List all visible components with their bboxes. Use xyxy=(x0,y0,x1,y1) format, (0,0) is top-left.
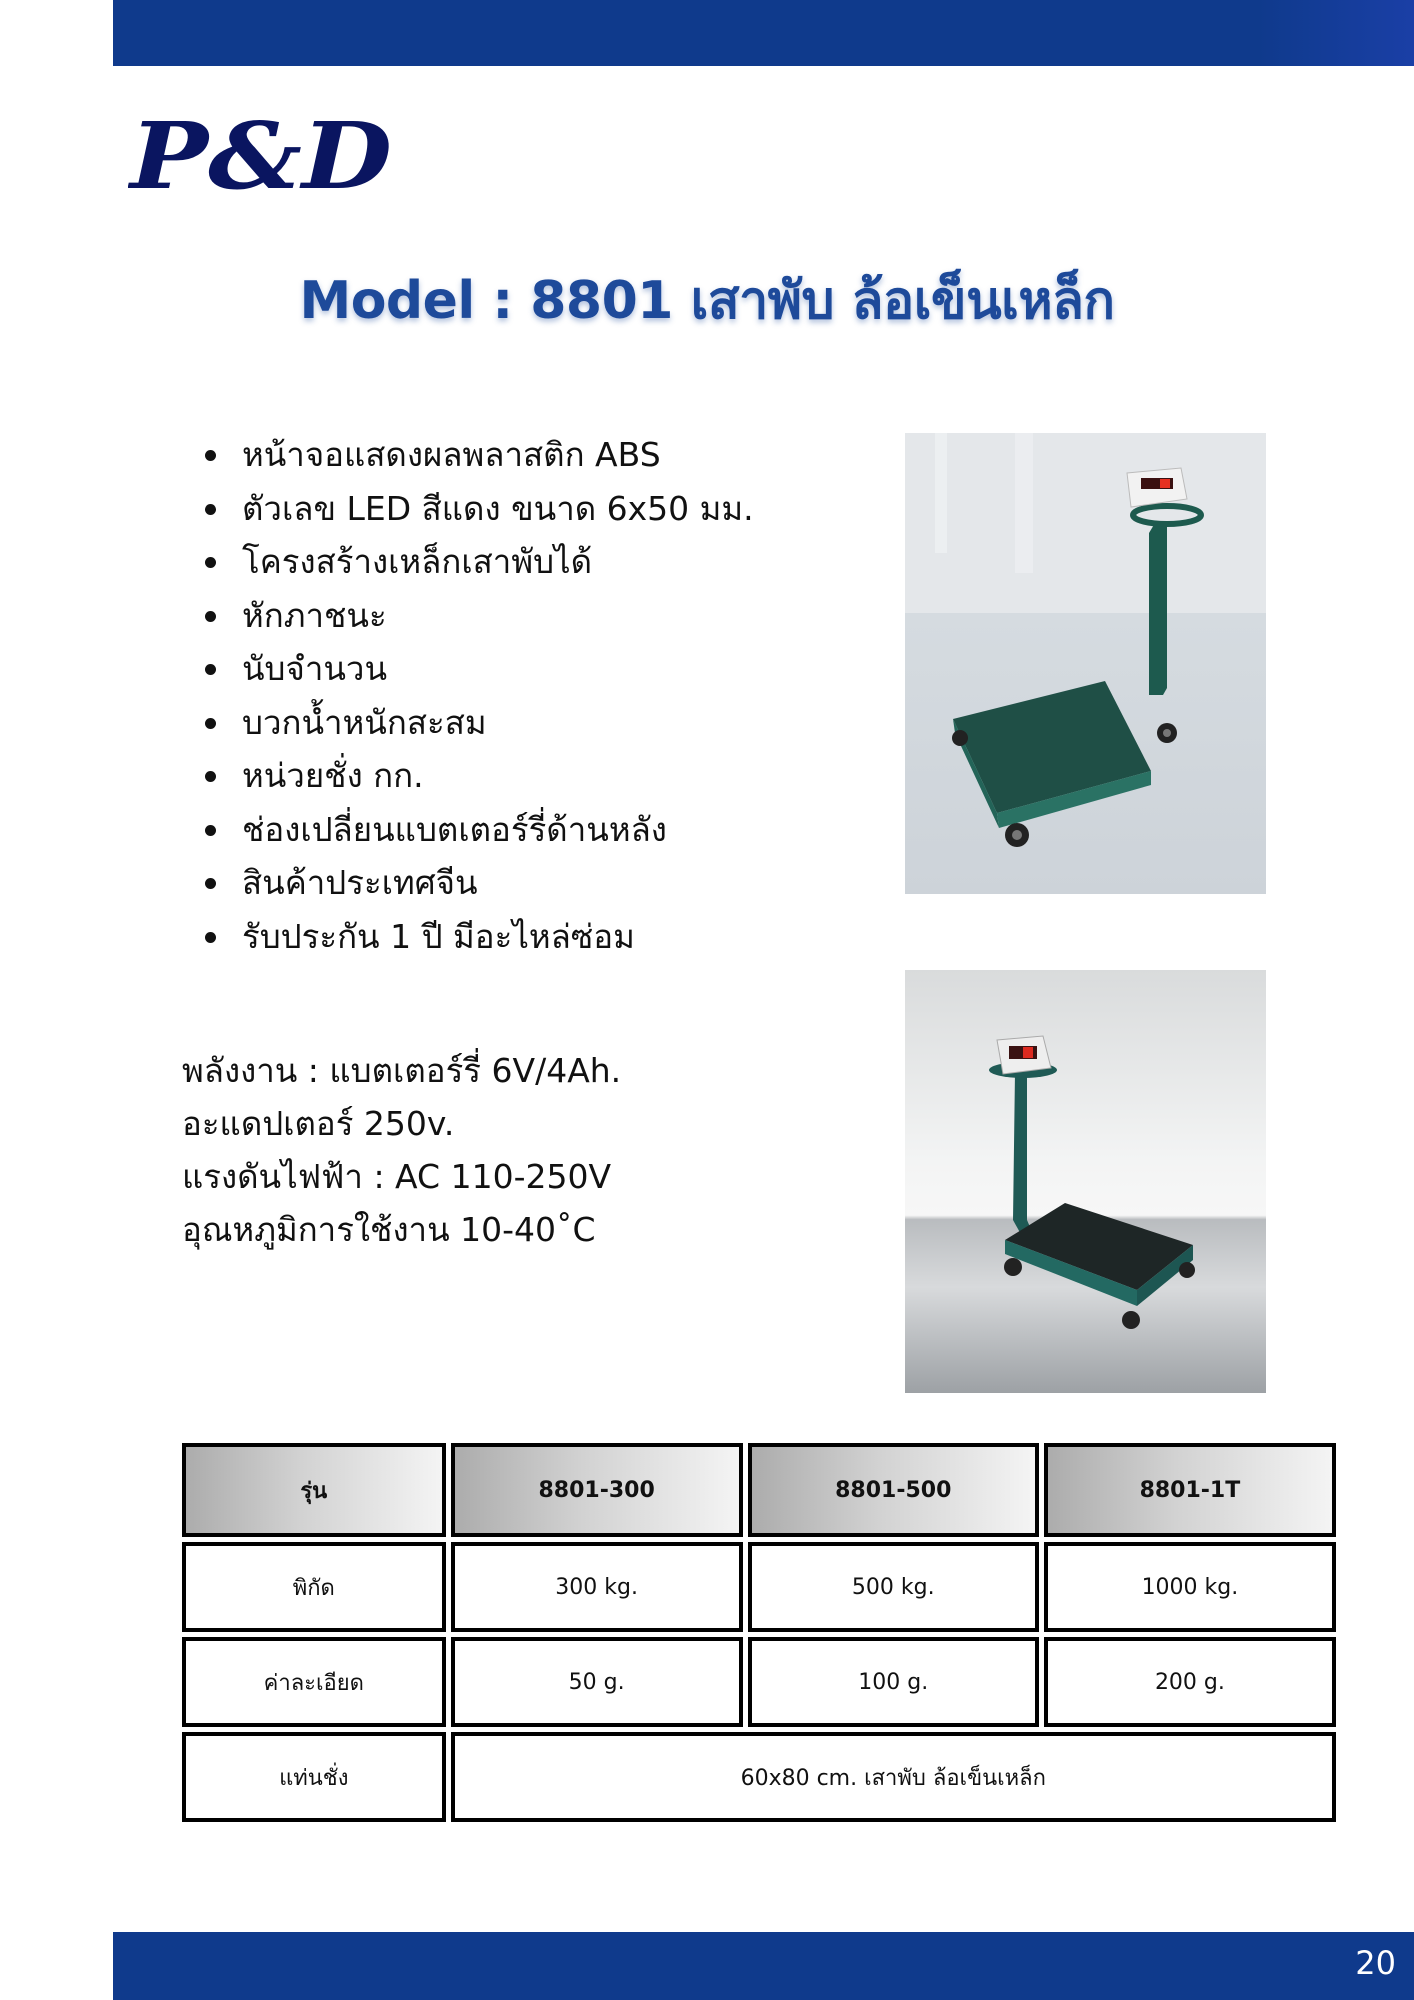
product-photo-2 xyxy=(905,970,1266,1393)
table-cell-merged: 60x80 cm. เสาพับ ล้อเข็นเหล็ก xyxy=(451,1732,1336,1822)
table-cell: 200 g. xyxy=(1044,1637,1336,1727)
table-cell: 1000 kg. xyxy=(1044,1542,1336,1632)
power-spec-line: อุณหภูมิการใช้งาน 10-40˚C xyxy=(182,1210,596,1249)
spec-table xyxy=(177,1438,1341,1827)
row-label-cell: แท่นชั่ง xyxy=(182,1732,446,1822)
bullet-icon xyxy=(205,504,216,515)
feature-item: หักภาชนะ xyxy=(205,589,754,643)
product-photo-1 xyxy=(905,433,1266,894)
power-spec-line: พลังงาน : แบตเตอร์รี่ 6V/4Ah. xyxy=(182,1051,622,1090)
bullet-icon xyxy=(205,825,216,836)
table-cell: 50 g. xyxy=(451,1637,743,1727)
bullet-icon xyxy=(205,450,216,461)
header-cell: 8801-1T xyxy=(1044,1443,1336,1537)
feature-item: บวกน้ำหนักสะสม xyxy=(205,696,754,750)
power-spec-line: แรงดันไฟฟ้า : AC 110-250V xyxy=(182,1157,612,1196)
page-number: 20 xyxy=(1355,1944,1396,1982)
table-cell: 100 g. xyxy=(748,1637,1039,1727)
feature-item: โครงสร้างเหล็กเสาพับได้ xyxy=(205,535,754,589)
header-cell: รุ่น xyxy=(182,1443,446,1537)
feature-list xyxy=(205,428,754,963)
bullet-icon xyxy=(205,932,216,943)
table-row xyxy=(182,1637,1336,1727)
row-label-cell: ค่าละเอียด xyxy=(182,1637,446,1727)
header-cell: 8801-500 xyxy=(748,1443,1039,1537)
brand-logo xyxy=(128,108,398,203)
bullet-icon xyxy=(205,664,216,675)
feature-item: นับจำนวน xyxy=(205,642,754,696)
header-cell: 8801-300 xyxy=(451,1443,743,1537)
bullet-icon xyxy=(205,878,216,889)
scale-illustration-icon xyxy=(905,433,1266,894)
table-cell: 500 kg. xyxy=(748,1542,1039,1632)
table-cell: 300 kg. xyxy=(451,1542,743,1632)
row-label-cell: พิกัด xyxy=(182,1542,446,1632)
bullet-icon xyxy=(205,611,216,622)
page-title: Model : 8801 เสาพับ ล้อเข็นเหล็ก xyxy=(299,271,1115,331)
scale-illustration-icon xyxy=(905,970,1266,1393)
table-header-row xyxy=(182,1443,1336,1537)
top-banner xyxy=(113,0,1414,66)
power-specs xyxy=(182,1044,621,1256)
table-row xyxy=(182,1542,1336,1632)
feature-item: ตัวเลข LED สีแดง ขนาด 6x50 มม. xyxy=(205,482,754,536)
feature-item: หน่วยชั่ง กก. xyxy=(205,749,754,803)
feature-item: ช่องเปลี่ยนแบตเตอร์รี่ด้านหลัง xyxy=(205,803,754,857)
pd-logo-icon xyxy=(128,108,398,203)
bullet-icon xyxy=(205,718,216,729)
power-spec-line: อะแดปเตอร์ 250v. xyxy=(182,1104,455,1143)
feature-item: สินค้าประเทศจีน xyxy=(205,856,754,910)
bottom-banner xyxy=(113,1932,1414,2000)
bullet-icon xyxy=(205,557,216,568)
bullet-icon xyxy=(205,771,216,782)
svg-text:P&D: P&D xyxy=(128,108,393,203)
feature-item: หน้าจอแสดงผลพลาสติก ABS xyxy=(205,428,754,482)
feature-item: รับประกัน 1 ปี มีอะไหล่ซ่อม xyxy=(205,910,754,964)
table-row xyxy=(182,1732,1336,1822)
